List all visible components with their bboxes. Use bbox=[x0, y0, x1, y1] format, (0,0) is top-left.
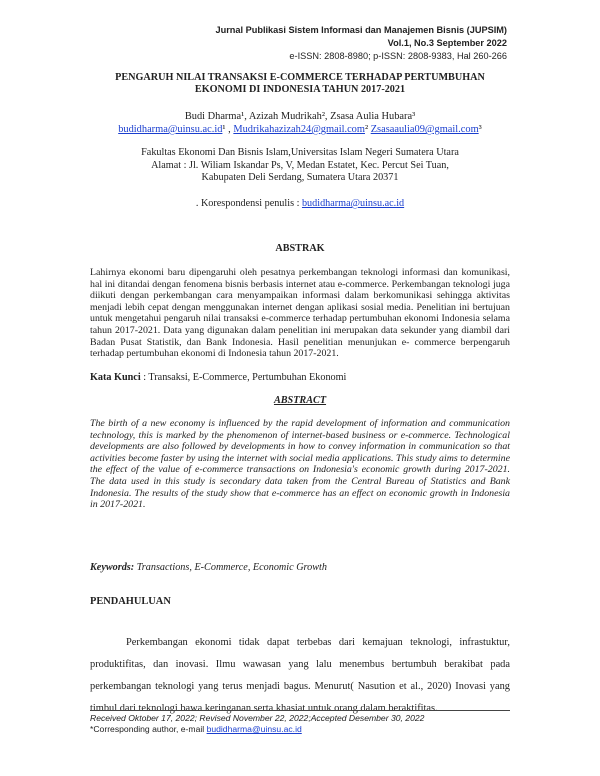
affiliation-line-1: Fakultas Ekonomi Dan Bisnis Islam,Universitas Islam Negeri Sumatera Utara bbox=[141, 147, 459, 158]
author-email-link-3[interactable]: Zsasaaulia09@gmail.com bbox=[370, 124, 479, 135]
affiliation-block bbox=[90, 147, 510, 185]
kata-kunci-label: Kata Kunci bbox=[90, 372, 141, 383]
affiliation-line-3: Kabupaten Deli Serdang, Sumatera Utara 20371 bbox=[201, 172, 399, 183]
pendahuluan-heading: PENDAHULUAN bbox=[90, 596, 171, 607]
kata-kunci bbox=[90, 372, 510, 383]
author-email-sup-1: ¹ , bbox=[222, 124, 234, 135]
journal-volume: Vol.1, No.3 September 2022 bbox=[387, 38, 507, 48]
abstrak-heading: ABSTRAK bbox=[275, 243, 325, 254]
abstract-body: The birth of a new economy is influenced by the rapid development of information and communication technology, this is marked by the phenomenon of internet-based business or e-commerce. Technological developments are also followed by developments in how to convey information in communication so that activities become faster by using the internet with social media applications. This study aims to determine the effect of the value of e-commerce transactions on Indonesia's economic growth during 2017-2021. The data used in this study is secondary data taken from the Central Bureau of Statistics and Bank Indonesia. The results of the study show that e-commerce has an effect on economic growth in Indonesia in 2017-2021. bbox=[90, 418, 510, 511]
author-email-link-1[interactable]: budidharma@uinsu.ac.id bbox=[118, 124, 223, 135]
correspondence-email-link[interactable]: budidharma@uinsu.ac.id bbox=[301, 198, 405, 209]
author-email-link-2[interactable]: Mudrikahazizah24@gmail.com bbox=[233, 124, 365, 135]
footer-email-link[interactable]: budidharma@uinsu.ac.id bbox=[206, 724, 302, 734]
journal-issn: e-ISSN: 2808-8980; p-ISSN: 2808-9383, Hal 260-266 bbox=[289, 51, 507, 61]
keywords bbox=[90, 562, 510, 573]
correspondence-line bbox=[90, 198, 510, 209]
author-emails bbox=[90, 123, 510, 136]
keywords-label: Keywords: bbox=[90, 562, 135, 573]
author-email-sup-3: ³ bbox=[478, 124, 482, 135]
footer-corresponding bbox=[90, 724, 510, 735]
journal-header bbox=[215, 24, 507, 63]
author-names: Budi Dharma¹, Azizah Mudrikah², Zsasa Aulia Hubara³ bbox=[184, 111, 416, 122]
footer-received-dates: Received Oktober 17, 2022; Revised November 22, 2022;Accepted Desember 30, 2022 bbox=[90, 713, 425, 723]
kata-kunci-text: : Transaksi, E-Commerce, Pertumbuhan Ekonomi bbox=[140, 372, 347, 383]
abstrak-body: Lahirnya ekonomi baru dipengaruhi oleh pesatnya perkembangan teknologi informasi dan komunikasi, hal ini ditandai dengan fenomena bisnis berbasis internet atau e-commerce. Perkembangan teknologi juga diikuti dengan perkembangan cara menyampaikan informasi dalam berkomunikasi sehingga aktivitas menjadi lebih cepat dengan menggunakan internet dengan aplikasi sosial media. Penelitian ini bertujuan untuk mengetahui pengaruh nilai transaksi e-commerce terhadap pertumbuhan ekonomi Indonesia selama tahun 2017-2021. Data yang digunakan dalam penelitian ini merupakan data sekunder yang diambil dari Badan Pusat Statistik, dan Bank Indonesia. Hasil penelitian menunjukan e- commerce berpengaruh terhadap pertumbuhan ekonomi di Indonesia tahun 2017-2021. bbox=[90, 267, 510, 360]
journal-title: Jurnal Publikasi Sistem Informasi dan Manajemen Bisnis (JUPSIM) bbox=[215, 25, 507, 35]
footer-corresponding-label: *Corresponding author, e-mail bbox=[90, 724, 207, 734]
keywords-text: Transactions, E-Commerce, Economic Growth bbox=[134, 562, 327, 573]
affiliation-line-2: Alamat : Jl. Wiliam Iskandar Ps, V, Medan Estatet, Kec. Percut Sei Tuan, bbox=[151, 159, 449, 171]
author-block bbox=[90, 110, 510, 136]
paper-title bbox=[90, 72, 510, 96]
page-footer bbox=[90, 710, 510, 735]
pendahuluan-body: Perkembangan ekonomi tidak dapat terbebas dari kemajuan teknologi, infrastuktur, produktifitas, dan inovasi. Ilmu wawasan yang lalu menembus bertumbuh berakibat pada perkembangan teknologi yang terus menjadi bagus. Menurut( Nasution et al., 2020) Inovasi yang timbul dari teknologi bawa keringanan serta khasiat untuk orang dalam beraktifitas. bbox=[90, 637, 510, 714]
title-line-1: PENGARUH NILAI TRANSAKSI E-COMMERCE TERHADAP PERTUMBUHAN bbox=[115, 72, 485, 83]
correspondence-label: . Korespondensi penulis : bbox=[195, 198, 302, 209]
author-email-sup-2: ² bbox=[364, 124, 371, 135]
abstract-heading: ABSTRACT bbox=[273, 395, 327, 406]
title-line-2: EKONOMI DI INDONESIA TAHUN 2017-2021 bbox=[194, 84, 406, 95]
